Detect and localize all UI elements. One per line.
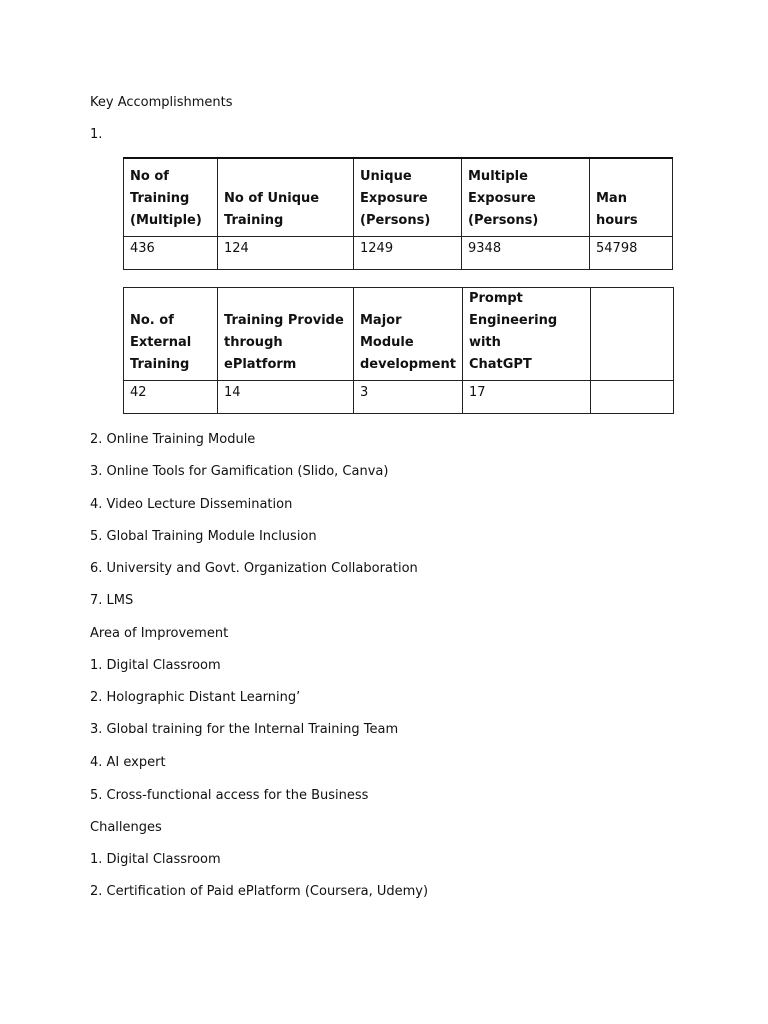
table-row <box>124 381 674 414</box>
header-line: Man hours <box>596 190 638 228</box>
header-line: Prompt <box>468 291 523 306</box>
header-line: Training Provide <box>224 313 344 328</box>
table-cell: 3 <box>354 381 463 414</box>
header-line: development <box>360 357 456 372</box>
header-line: Exposure <box>360 190 428 206</box>
header-major-module <box>354 288 463 381</box>
header-line: Major Module <box>360 313 414 350</box>
table-cell: 436 <box>124 236 218 269</box>
item-1-label: 1. <box>90 127 103 142</box>
list-item: 5. Global Training Module Inclusion <box>90 529 317 544</box>
header-line: Unique <box>360 168 412 184</box>
table-cell: 9348 <box>462 236 590 269</box>
header-line: Training <box>224 212 284 228</box>
header-line: No. of <box>130 313 174 328</box>
area-of-improvement-heading: Area of Improvement <box>90 626 229 641</box>
header-line: (Persons) <box>468 212 539 228</box>
list-item: 6. University and Govt. Organization Collaboration <box>90 561 418 576</box>
header-line: Training <box>130 190 190 206</box>
header-external-training <box>124 288 218 381</box>
header-line: (Persons) <box>360 212 431 228</box>
table-cell: 54798 <box>590 236 673 269</box>
list-item: 2. Online Training Module <box>90 432 256 447</box>
list-item: 1. Digital Classroom <box>90 852 221 867</box>
header-line: Engineering with <box>468 313 558 350</box>
list-item: 1. Digital Classroom <box>90 658 221 673</box>
header-empty <box>590 288 673 381</box>
header-no-of-unique-training <box>218 158 354 236</box>
table-cell: 14 <box>218 381 354 414</box>
header-no-of-training <box>124 158 218 236</box>
list-item: 3. Global training for the Internal Training Team <box>90 722 399 737</box>
header-unique-exposure <box>354 158 462 236</box>
header-line: through ePlatform <box>224 335 297 372</box>
list-item: 4. Video Lecture Dissemination <box>90 497 293 512</box>
table-row <box>124 236 673 269</box>
header-line: No of <box>130 168 169 184</box>
header-line: External <box>130 335 192 350</box>
training-stats-table <box>123 157 673 270</box>
list-item: 2. Holographic Distant Learning’ <box>90 690 301 705</box>
header-line: Training <box>130 357 190 372</box>
list-item: 4. AI expert <box>90 755 166 770</box>
table-cell: 1249 <box>354 236 462 269</box>
table-header-row <box>124 158 673 236</box>
table-cell: 17 <box>462 381 590 414</box>
header-eplatform-training <box>218 288 354 381</box>
challenges-heading: Challenges <box>90 820 162 835</box>
table-cell: 124 <box>218 236 354 269</box>
header-line: (Multiple) <box>130 212 202 228</box>
header-man-hours <box>590 158 673 236</box>
list-item: 2. Certification of Paid ePlatform (Coursera, Udemy) <box>90 884 429 899</box>
header-prompt-engineering <box>462 288 590 381</box>
header-line: No of Unique <box>224 190 320 206</box>
key-accomplishments-heading: Key Accomplishments <box>90 95 233 110</box>
header-multiple-exposure <box>462 158 590 236</box>
table-cell <box>590 381 673 414</box>
list-item: 5. Cross-functional access for the Business <box>90 788 369 803</box>
training-activities-table <box>123 287 674 414</box>
list-item: 7. LMS <box>90 593 134 608</box>
header-line: ChatGPT <box>468 357 532 372</box>
table-header-row <box>124 288 674 381</box>
list-item: 3. Online Tools for Gamification (Slido, Canva) <box>90 464 389 479</box>
table-cell: 42 <box>124 381 218 414</box>
header-line: Multiple Exposure <box>468 168 536 206</box>
